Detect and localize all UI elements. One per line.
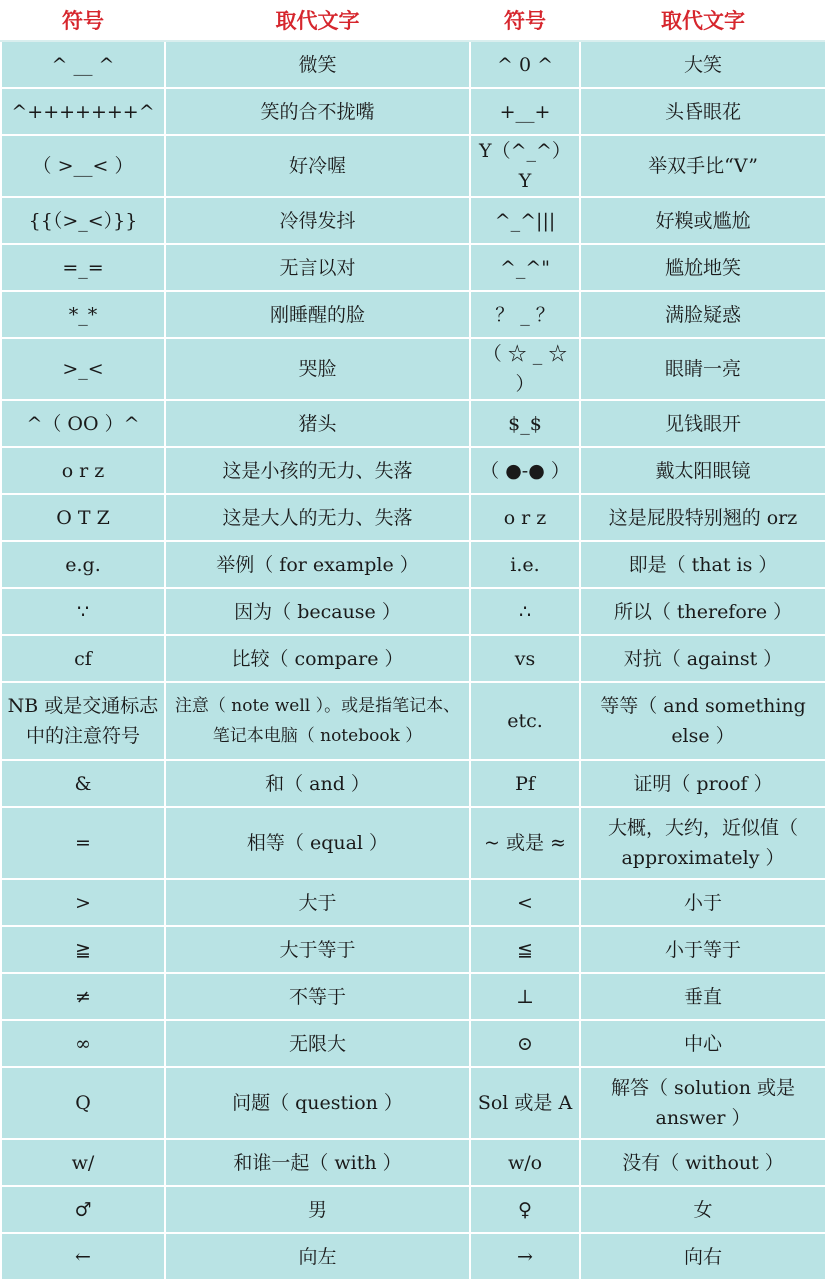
symbol-cell: ♂ xyxy=(1,1186,165,1233)
table-row xyxy=(1,682,825,760)
meaning-cell: 和（ and ） xyxy=(165,760,470,807)
symbol-cell: ^（ OO ）^ xyxy=(1,400,165,447)
meaning-cell: 证明（ proof ） xyxy=(580,760,825,807)
symbol-cell: NB 或是交通标志中的注意符号 xyxy=(1,682,165,760)
meaning-cell: 相等（ equal ） xyxy=(165,807,470,879)
symbol-cell: Y（^_^）Y xyxy=(470,135,580,197)
meaning-cell: 哭脸 xyxy=(165,338,470,400)
meaning-cell: 尴尬地笑 xyxy=(580,244,825,291)
symbol-cell: {{（>_<）}} xyxy=(1,197,165,244)
symbol-cell: ⊥ xyxy=(470,973,580,1020)
symbol-cell: vs xyxy=(470,635,580,682)
table-row xyxy=(1,760,825,807)
symbol-cell: =_= xyxy=(1,244,165,291)
symbol-cell: cf xyxy=(1,635,165,682)
meaning-cell: 所以（ therefore ） xyxy=(580,588,825,635)
table-row xyxy=(1,244,825,291)
symbol-cell: ^ 0 ^ xyxy=(470,41,580,88)
meaning-cell: 见钱眼开 xyxy=(580,400,825,447)
symbol-cell: ← xyxy=(1,1233,165,1280)
meaning-cell: 女 xyxy=(580,1186,825,1233)
meaning-cell: 注意（ note well ）。或是指笔记本、笔记本电脑（ notebook ） xyxy=(165,682,470,760)
meaning-cell: 即是（ that is ） xyxy=(580,541,825,588)
meaning-cell: 举双手比“V” xyxy=(580,135,825,197)
table-row xyxy=(1,807,825,879)
table-row xyxy=(1,588,825,635)
table-row xyxy=(1,400,825,447)
symbol-cell: etc. xyxy=(470,682,580,760)
meaning-cell: 没有（ without ） xyxy=(580,1139,825,1186)
table-row xyxy=(1,135,825,197)
symbol-cell: ^+++++++^ xyxy=(1,88,165,135)
meaning-cell: 因为（ because ） xyxy=(165,588,470,635)
meaning-cell: 无言以对 xyxy=(165,244,470,291)
table-row xyxy=(1,291,825,338)
symbol-cell: ∞ xyxy=(1,1020,165,1067)
meaning-cell: 微笑 xyxy=(165,41,470,88)
meaning-cell: 大概，大约，近似值（ approximately ） xyxy=(580,807,825,879)
symbol-cell: ♀ xyxy=(470,1186,580,1233)
symbol-cell: ^_^||| xyxy=(470,197,580,244)
symbol-cell: w/ xyxy=(1,1139,165,1186)
table-row xyxy=(1,494,825,541)
meaning-cell: 笑的合不拢嘴 xyxy=(165,88,470,135)
table-row xyxy=(1,926,825,973)
meaning-cell: 和谁一起（ with ） xyxy=(165,1139,470,1186)
symbol-cell: ^_^" xyxy=(470,244,580,291)
symbol-cell: ∴ xyxy=(470,588,580,635)
meaning-cell: 向右 xyxy=(580,1233,825,1280)
meaning-cell: 比较（ compare ） xyxy=(165,635,470,682)
meaning-cell: 中心 xyxy=(580,1020,825,1067)
header-meaning-1: 取代文字 xyxy=(165,1,470,41)
table-row xyxy=(1,635,825,682)
symbol-cell: （ ☆ _ ☆ ） xyxy=(470,338,580,400)
symbol-cell: < xyxy=(470,879,580,926)
table-row xyxy=(1,541,825,588)
table-row xyxy=(1,41,825,88)
table-row xyxy=(1,1067,825,1139)
header-symbol-2: 符号 xyxy=(470,1,580,41)
table-row xyxy=(1,1139,825,1186)
meaning-cell: 向左 xyxy=(165,1233,470,1280)
meaning-cell: 对抗（ against ） xyxy=(580,635,825,682)
symbol-cell: & xyxy=(1,760,165,807)
symbol-cell: i.e. xyxy=(470,541,580,588)
table-row xyxy=(1,879,825,926)
meaning-cell: 等等（ and something else ） xyxy=(580,682,825,760)
meaning-cell: 无限大 xyxy=(165,1020,470,1067)
meaning-cell: 大笑 xyxy=(580,41,825,88)
meaning-cell: 刚睡醒的脸 xyxy=(165,291,470,338)
meaning-cell: 猪头 xyxy=(165,400,470,447)
meaning-cell: 举例（ for example ） xyxy=(165,541,470,588)
meaning-cell: 小于等于 xyxy=(580,926,825,973)
meaning-cell: 这是屁股特别翘的 orz xyxy=(580,494,825,541)
meaning-cell: 满脸疑惑 xyxy=(580,291,825,338)
symbol-cell: e.g. xyxy=(1,541,165,588)
symbol-cell: *_* xyxy=(1,291,165,338)
symbol-cell: o r z xyxy=(470,494,580,541)
meaning-cell: 冷得发抖 xyxy=(165,197,470,244)
table-row xyxy=(1,1233,825,1280)
symbol-cell: ∵ xyxy=(1,588,165,635)
meaning-cell: 大于等于 xyxy=(165,926,470,973)
header-row xyxy=(1,1,825,41)
meaning-cell: 这是小孩的无力、失落 xyxy=(165,447,470,494)
table-row xyxy=(1,338,825,400)
meaning-cell: 问题（ question ） xyxy=(165,1067,470,1139)
meaning-cell: 男 xyxy=(165,1186,470,1233)
meaning-cell: 戴太阳眼镜 xyxy=(580,447,825,494)
symbol-cell: → xyxy=(470,1233,580,1280)
symbol-cell: w/o xyxy=(470,1139,580,1186)
symbol-cell: Sol 或是 A xyxy=(470,1067,580,1139)
table-row xyxy=(1,973,825,1020)
symbol-cell: = xyxy=(1,807,165,879)
symbol-cell: >_< xyxy=(1,338,165,400)
meaning-cell: 解答（ solution 或是 answer ） xyxy=(580,1067,825,1139)
symbol-cell: ≧ xyxy=(1,926,165,973)
meaning-cell: 垂直 xyxy=(580,973,825,1020)
symbol-cell: Q xyxy=(1,1067,165,1139)
symbol-cell: ⊙ xyxy=(470,1020,580,1067)
symbol-cell: Pf xyxy=(470,760,580,807)
symbol-cell: > xyxy=(1,879,165,926)
meaning-cell: 好冷喔 xyxy=(165,135,470,197)
symbol-cell: （ >__< ） xyxy=(1,135,165,197)
meaning-cell: 头昏眼花 xyxy=(580,88,825,135)
symbol-cell: ≦ xyxy=(470,926,580,973)
table-row xyxy=(1,1020,825,1067)
meaning-cell: 好糗或尴尬 xyxy=(580,197,825,244)
symbol-cell: ？ _ ？ xyxy=(470,291,580,338)
table-row xyxy=(1,88,825,135)
meaning-cell: 这是大人的无力、失落 xyxy=(165,494,470,541)
symbol-cell: o r z xyxy=(1,447,165,494)
table-body xyxy=(1,41,825,1280)
symbol-cell: （ ●-● ） xyxy=(470,447,580,494)
table-row xyxy=(1,447,825,494)
symbol-cell: ^ __ ^ xyxy=(1,41,165,88)
table-row xyxy=(1,1186,825,1233)
table-row xyxy=(1,197,825,244)
symbol-cell: ≠ xyxy=(1,973,165,1020)
symbol-cell: O T Z xyxy=(1,494,165,541)
meaning-cell: 不等于 xyxy=(165,973,470,1020)
header-meaning-2: 取代文字 xyxy=(580,1,825,41)
meaning-cell: 眼睛一亮 xyxy=(580,338,825,400)
meaning-cell: 小于 xyxy=(580,879,825,926)
header-symbol-1: 符号 xyxy=(1,1,165,41)
symbol-cell: ~ 或是 ≈ xyxy=(470,807,580,879)
symbol-cell: +__+ xyxy=(470,88,580,135)
symbol-cell: $_$ xyxy=(470,400,580,447)
meaning-cell: 大于 xyxy=(165,879,470,926)
